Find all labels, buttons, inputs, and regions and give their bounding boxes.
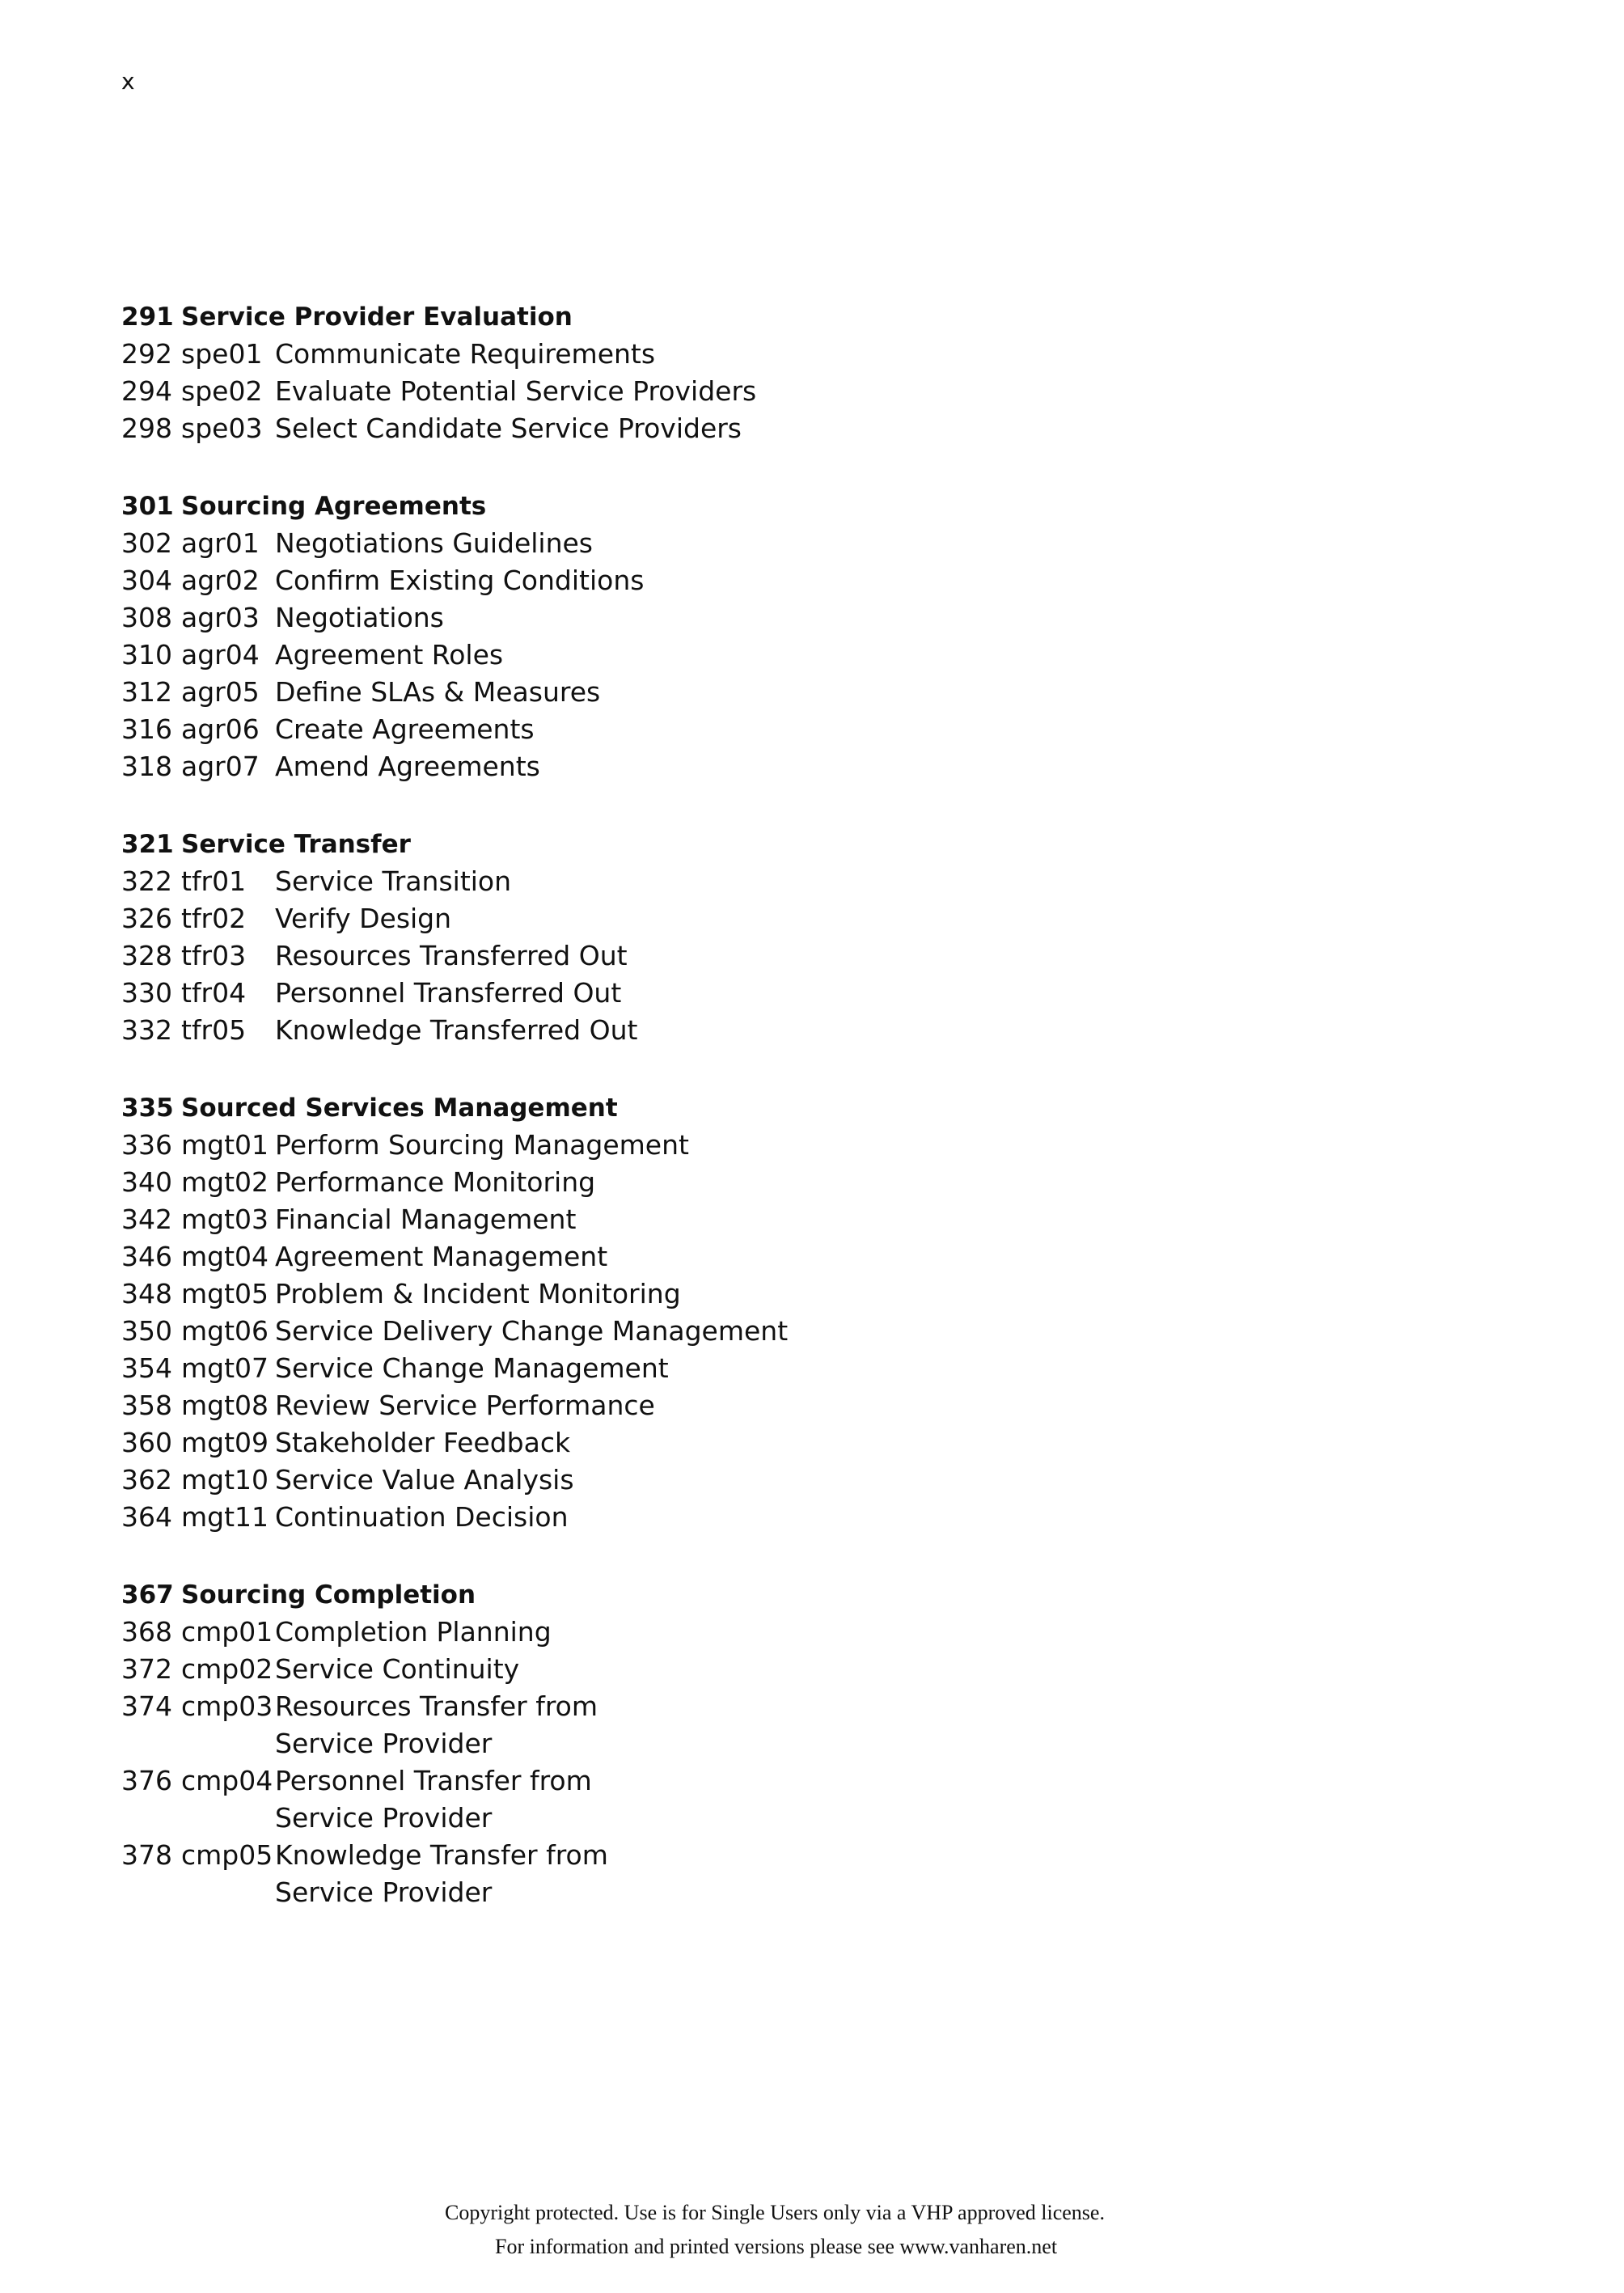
entry-title: Problem & Incident Monitoring xyxy=(275,1278,681,1309)
toc-entry[interactable] xyxy=(121,373,1092,410)
page-number: x xyxy=(121,68,135,95)
toc-entry[interactable] xyxy=(121,937,1092,975)
entry-code: agr05 xyxy=(181,676,260,708)
section-page-number: 291 xyxy=(121,302,174,332)
entry-code: agr01 xyxy=(181,527,260,559)
entry-page-number: 304 xyxy=(121,565,172,596)
entry-title: Performance Monitoring xyxy=(275,1166,596,1198)
entry-code: cmp03 xyxy=(181,1690,273,1722)
toc-entry[interactable] xyxy=(121,1276,1092,1313)
section-title: Service Provider Evaluation xyxy=(181,302,573,332)
entry-title: Create Agreements xyxy=(275,713,535,745)
section-heading[interactable] xyxy=(121,826,1092,863)
entry-code: mgt01 xyxy=(181,1129,269,1161)
section-page-number: 301 xyxy=(121,492,174,521)
toc-entry[interactable] xyxy=(121,1462,1092,1499)
entry-page-number: 342 xyxy=(121,1204,172,1235)
entry-page-number: 346 xyxy=(121,1241,172,1272)
entry-page-number: 360 xyxy=(121,1427,172,1458)
entry-title: Amend Agreements xyxy=(275,751,540,782)
entry-code: mgt05 xyxy=(181,1278,269,1309)
section-page-number: 367 xyxy=(121,1580,174,1610)
toc-entry[interactable] xyxy=(121,1164,1092,1201)
entry-page-number: 308 xyxy=(121,602,172,633)
entry-title: Negotiations xyxy=(275,602,444,633)
entry-code: mgt07 xyxy=(181,1352,269,1384)
toc-entry[interactable] xyxy=(121,1614,1092,1651)
entry-title: Resources Transferred Out xyxy=(275,940,628,971)
entry-page-number: 336 xyxy=(121,1129,172,1161)
entry-page-number: 312 xyxy=(121,676,172,708)
toc-entry[interactable] xyxy=(121,1127,1092,1164)
toc-section xyxy=(121,298,1092,447)
entry-code: agr03 xyxy=(181,602,260,633)
entry-title: Knowledge Transfer from Service Provider xyxy=(275,1839,608,1908)
entry-page-number: 376 xyxy=(121,1765,172,1796)
toc-entry[interactable] xyxy=(121,1012,1092,1049)
toc-entry[interactable] xyxy=(121,863,1092,900)
toc-section xyxy=(121,488,1092,785)
entry-code: mgt04 xyxy=(181,1241,269,1272)
toc-entry[interactable] xyxy=(121,748,1092,785)
toc-entry[interactable] xyxy=(121,1688,1092,1762)
entry-title: Negotiations Guidelines xyxy=(275,527,594,559)
entry-title: Agreement Roles xyxy=(275,639,504,671)
entry-title: Perform Sourcing Management xyxy=(275,1129,689,1161)
footer-info-line: For information and printed versions please see www.vanharen.net xyxy=(495,2235,1058,2258)
section-heading[interactable] xyxy=(121,1089,1092,1127)
toc-entry[interactable] xyxy=(121,1837,1092,1911)
entry-page-number: 332 xyxy=(121,1014,172,1046)
toc-entry[interactable] xyxy=(121,674,1092,711)
entry-code: mgt06 xyxy=(181,1315,269,1347)
entry-page-number: 362 xyxy=(121,1464,172,1496)
toc-entry[interactable] xyxy=(121,1238,1092,1276)
footer-copyright-line: Copyright protected. Use is for Single Users only via a VHP approved license. xyxy=(445,2201,1105,2224)
entry-code: agr04 xyxy=(181,639,260,671)
toc-entry[interactable] xyxy=(121,1651,1092,1688)
entry-code: mgt09 xyxy=(181,1427,269,1458)
entry-page-number: 348 xyxy=(121,1278,172,1309)
entry-title: Service Change Management xyxy=(275,1352,669,1384)
entry-code: cmp05 xyxy=(181,1839,273,1871)
toc-entry[interactable] xyxy=(121,562,1092,599)
entry-page-number: 354 xyxy=(121,1352,172,1384)
entry-page-number: 310 xyxy=(121,639,172,671)
entry-page-number: 326 xyxy=(121,903,172,934)
entry-code: tfr02 xyxy=(181,903,247,934)
entry-page-number: 340 xyxy=(121,1166,172,1198)
toc-entry[interactable] xyxy=(121,336,1092,373)
toc-entry[interactable] xyxy=(121,525,1092,562)
toc-entry[interactable] xyxy=(121,1313,1092,1350)
entry-code: agr02 xyxy=(181,565,260,596)
entry-code: tfr04 xyxy=(181,977,247,1009)
section-title: Sourcing Completion xyxy=(181,1580,476,1610)
entry-code: mgt03 xyxy=(181,1204,269,1235)
toc-entry[interactable] xyxy=(121,1762,1092,1837)
entry-page-number: 318 xyxy=(121,751,172,782)
entry-code: tfr03 xyxy=(181,940,247,971)
entry-code: mgt02 xyxy=(181,1166,269,1198)
section-page-number: 321 xyxy=(121,830,174,859)
entry-title: Knowledge Transferred Out xyxy=(275,1014,638,1046)
entry-code: mgt08 xyxy=(181,1390,269,1421)
entry-page-number: 330 xyxy=(121,977,172,1009)
entry-title: Continuation Decision xyxy=(275,1501,569,1533)
section-title: Sourced Services Management xyxy=(181,1094,618,1123)
entry-page-number: 350 xyxy=(121,1315,172,1347)
entry-title: Agreement Management xyxy=(275,1241,608,1272)
entry-page-number: 328 xyxy=(121,940,172,971)
entry-code: mgt11 xyxy=(181,1501,269,1533)
entry-code: cmp01 xyxy=(181,1616,273,1648)
entry-page-number: 372 xyxy=(121,1653,172,1685)
toc-entry[interactable] xyxy=(121,599,1092,637)
entry-code: cmp04 xyxy=(181,1765,273,1796)
entry-code: spe02 xyxy=(181,375,263,407)
entry-code: agr06 xyxy=(181,713,260,745)
entry-title: Resources Transfer from Service Provider xyxy=(275,1690,598,1759)
entry-title: Personnel Transfer from Service Provider xyxy=(275,1765,592,1834)
toc-section xyxy=(121,1089,1092,1536)
entry-code: spe03 xyxy=(181,412,263,444)
entry-title: Financial Management xyxy=(275,1204,577,1235)
entry-title: Select Candidate Service Providers xyxy=(275,412,742,444)
entry-title: Communicate Requirements xyxy=(275,338,656,370)
entry-code: tfr01 xyxy=(181,865,247,897)
toc-section xyxy=(121,826,1092,1049)
entry-code: agr07 xyxy=(181,751,260,782)
section-title: Sourcing Agreements xyxy=(181,492,487,521)
toc-entry[interactable] xyxy=(121,1499,1092,1536)
entry-page-number: 316 xyxy=(121,713,172,745)
entry-page-number: 294 xyxy=(121,375,172,407)
section-heading[interactable] xyxy=(121,1576,1092,1614)
toc-entry[interactable] xyxy=(121,1201,1092,1238)
entry-code: spe01 xyxy=(181,338,263,370)
entry-code: cmp02 xyxy=(181,1653,273,1685)
entry-page-number: 358 xyxy=(121,1390,172,1421)
entry-title: Verify Design xyxy=(275,903,452,934)
entry-page-number: 292 xyxy=(121,338,172,370)
entry-title: Stakeholder Feedback xyxy=(275,1427,571,1458)
entry-page-number: 364 xyxy=(121,1501,172,1533)
entry-page-number: 378 xyxy=(121,1839,172,1871)
section-heading[interactable] xyxy=(121,298,1092,336)
toc-entry[interactable] xyxy=(121,1424,1092,1462)
toc-entry[interactable] xyxy=(121,711,1092,748)
toc-section xyxy=(121,1576,1092,1911)
entry-title: Personnel Transferred Out xyxy=(275,977,622,1009)
entry-code: mgt10 xyxy=(181,1464,269,1496)
entry-page-number: 322 xyxy=(121,865,172,897)
toc-entry[interactable] xyxy=(121,1387,1092,1424)
entry-title: Service Delivery Change Management xyxy=(275,1315,789,1347)
toc-entry[interactable] xyxy=(121,637,1092,674)
table-of-contents xyxy=(121,298,1092,1952)
entry-title: Service Transition xyxy=(275,865,512,897)
entry-title: Confirm Existing Conditions xyxy=(275,565,645,596)
toc-entry[interactable] xyxy=(121,1350,1092,1387)
entry-page-number: 302 xyxy=(121,527,172,559)
entry-page-number: 298 xyxy=(121,412,172,444)
entry-title: Service Continuity xyxy=(275,1653,520,1685)
toc-entry[interactable] xyxy=(121,900,1092,937)
entry-title: Define SLAs & Measures xyxy=(275,676,601,708)
section-page-number: 335 xyxy=(121,1094,174,1123)
entry-title: Evaluate Potential Service Providers xyxy=(275,375,757,407)
entry-title: Completion Planning xyxy=(275,1616,552,1648)
entry-code: tfr05 xyxy=(181,1014,247,1046)
section-title: Service Transfer xyxy=(181,830,411,859)
toc-entry[interactable] xyxy=(121,975,1092,1012)
entry-title: Review Service Performance xyxy=(275,1390,655,1421)
entry-page-number: 368 xyxy=(121,1616,172,1648)
entry-page-number: 374 xyxy=(121,1690,172,1722)
toc-entry[interactable] xyxy=(121,410,1092,447)
section-heading[interactable] xyxy=(121,488,1092,525)
entry-title: Service Value Analysis xyxy=(275,1464,574,1496)
